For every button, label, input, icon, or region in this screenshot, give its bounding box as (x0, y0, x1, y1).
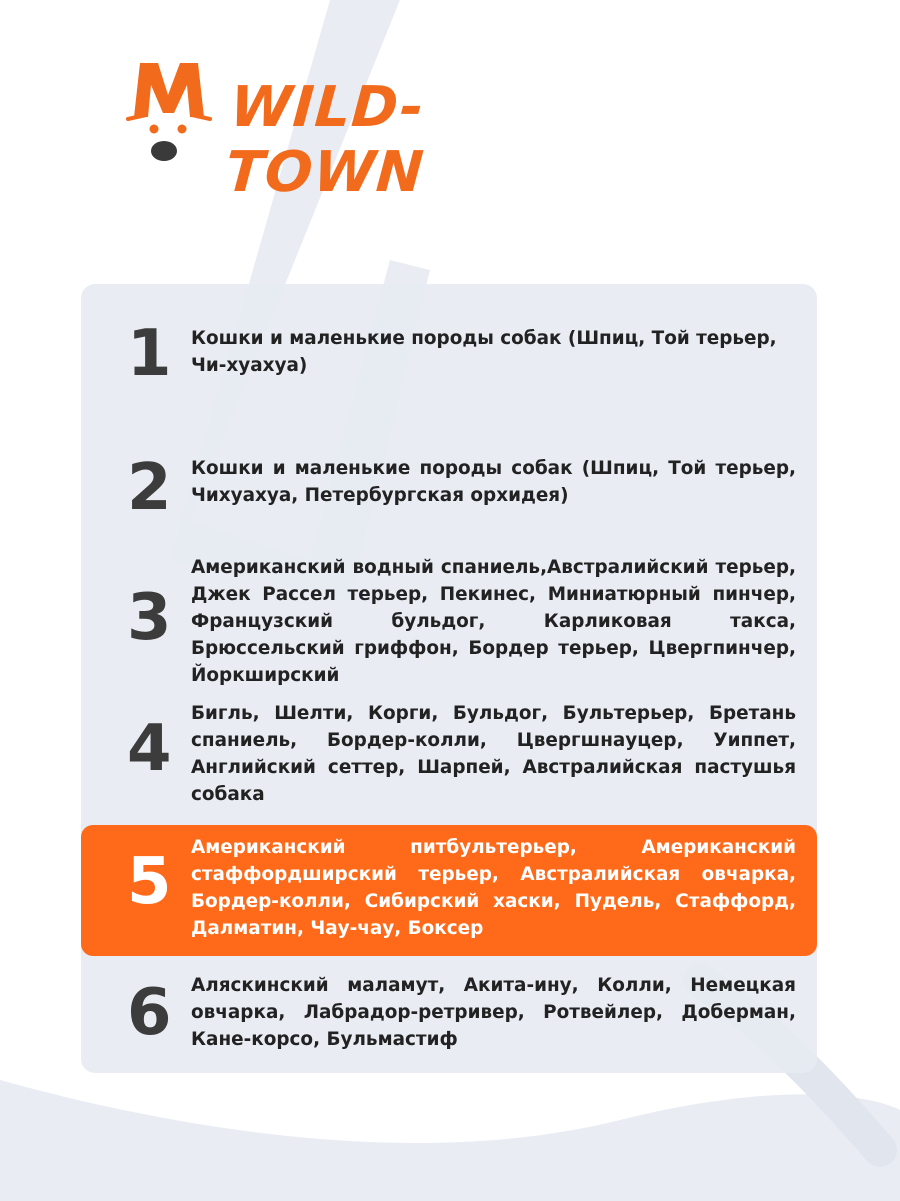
level-number: 5 (127, 845, 172, 919)
level-number: 6 (127, 976, 172, 1050)
level-text: Аляскинский маламут, Акита-ину, Колли, Немецкая овчарка, Лабрадор-ретривер, Ротвейлер, Доберман, Кане-корсо, Бульмастиф (191, 975, 796, 1050)
level-text: Американский питбультерьер, Американский стаффордширский терьер, Австралийская овчарка, Бордер-колли, Сибирский хаски, Пудель, Стаффорд, Далматин, Чау-чау, Боксер (191, 837, 796, 939)
level-text: Американский водный спаниель,Австралийский терьер, Джек Рассел терьер, Пекинес, Миниатюрный пинчер, Французский бульдог, Карликовая такса, Брюссельский гриффон, Бордер терьер, Цвергпинчер, Йоркширский (191, 557, 796, 686)
level-row-2 (81, 452, 817, 524)
level-row-5-highlighted (81, 825, 817, 956)
level-text: Кошки и маленькие породы собак (Шпиц, Той терьер, Чи-хуахуа) (191, 328, 777, 376)
level-text: Бигль, Шелти, Корги, Бульдог, Бультерьер, Бретань спаниель, Бордер-колли, Цвергшнауцер, Уиппет, Английский сеттер, Шарпей, Австралийская пастушья собака (191, 703, 796, 805)
level-row-3 (81, 552, 817, 686)
logo-mascot-icon (124, 55, 214, 170)
level-row-1 (81, 318, 817, 390)
level-number: 1 (127, 317, 172, 391)
level-number: 3 (127, 581, 172, 655)
level-text: Кошки и маленькие породы собак (Шпиц, Той терьер, Чихуахуа, Петербургская орхидея) (191, 458, 796, 506)
level-row-4 (81, 697, 817, 809)
level-number: 4 (127, 712, 172, 786)
logo (124, 55, 604, 205)
brand-name: WILD-TOWN (223, 75, 427, 205)
level-number: 2 (127, 451, 172, 525)
level-row-6 (81, 972, 817, 1062)
